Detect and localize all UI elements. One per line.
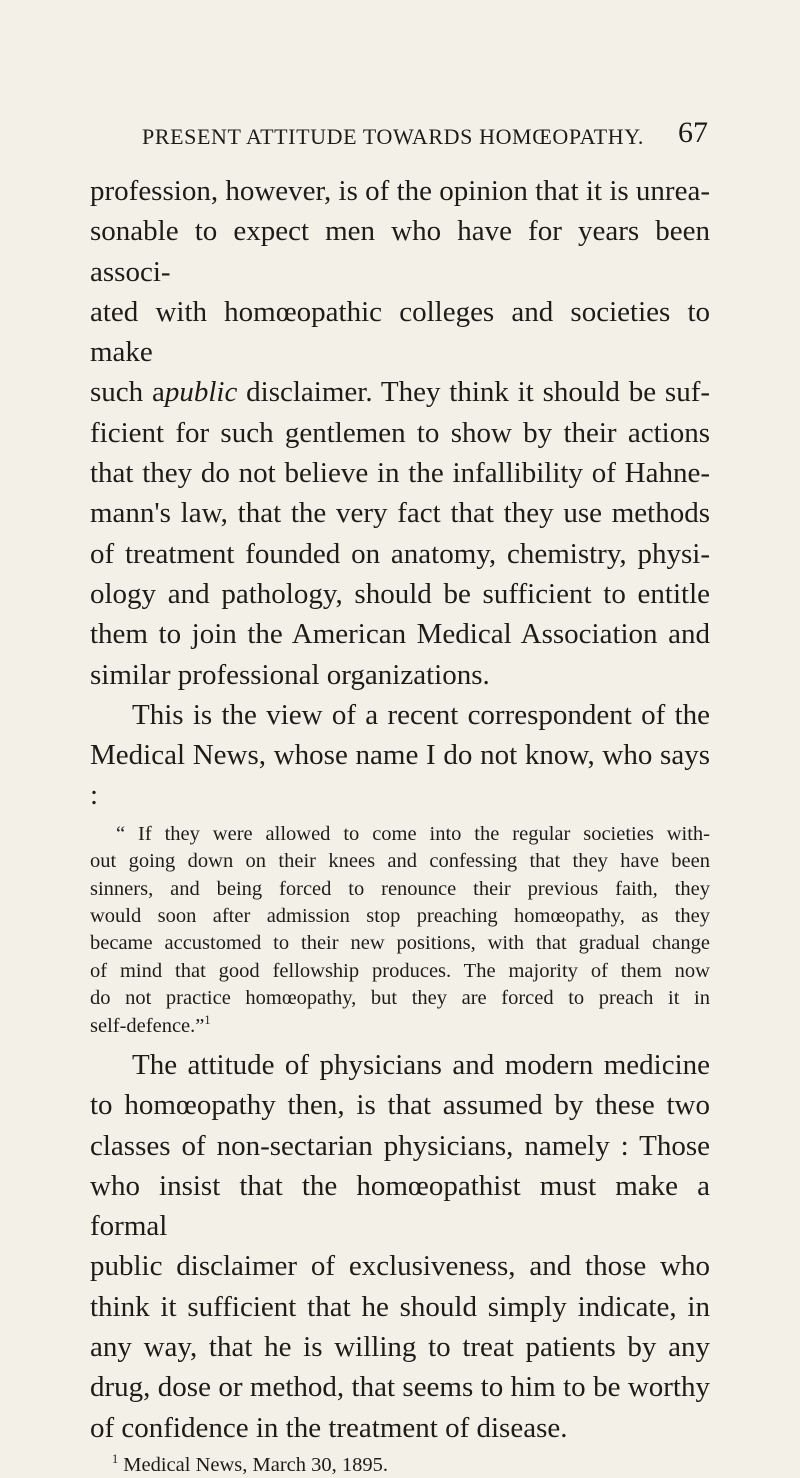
quote-line: do not practice homœopathy, but they are forced to preach it in bbox=[90, 987, 710, 1010]
text-line: profession, however, is of the opinion that it is unrea- bbox=[90, 175, 710, 207]
footnote-marker: 1 bbox=[112, 1452, 119, 1467]
text-line: any way, that he is willing to treat patients by any bbox=[90, 1331, 710, 1364]
text-line: similar professional organizations. bbox=[90, 658, 490, 691]
text-line: classes of non-sectarian physicians, namely : Those bbox=[90, 1129, 710, 1162]
quote-line bbox=[90, 1013, 710, 1040]
quote-line: would soon after admission stop preaching homœopathy, as they bbox=[90, 904, 710, 927]
text-line: ology and pathology, should be sufficient to entitle bbox=[90, 577, 710, 610]
block-quote bbox=[90, 821, 710, 1040]
text-line: ated with homœopathic colleges and societies to make bbox=[90, 295, 710, 369]
text-line: of treatment founded on anatomy, chemistry, physi- bbox=[90, 537, 710, 570]
text-fragment: self-defence.” bbox=[90, 1014, 205, 1037]
quote-line: out going down on their knees and confessing that they have been bbox=[90, 850, 710, 873]
text-line: public disclaimer of exclusiveness, and those who bbox=[90, 1250, 710, 1283]
emphasis-public: public bbox=[164, 376, 238, 409]
running-head-title: PRESENT ATTITUDE TOWARDS HOMŒOPATHY. bbox=[142, 124, 645, 149]
paragraph-2 bbox=[90, 695, 710, 816]
text-line: to homœopathy then, is that assumed by these two bbox=[90, 1089, 710, 1122]
text-line: who insist that the homœopathist must make a formal bbox=[90, 1169, 710, 1243]
text-line: mann's law, that the very fact that they use methods bbox=[90, 497, 710, 530]
running-head bbox=[90, 116, 710, 150]
text-line: sonable to expect men who have for years been associ- bbox=[90, 215, 710, 288]
page bbox=[90, 116, 710, 1478]
text-line: think it sufficient that he should simply indicate, in bbox=[90, 1290, 710, 1323]
quote-line: “ If they were allowed to come into the regular societies with- bbox=[116, 822, 710, 845]
quote-line: of mind that good fellowship produces. The majority of them now bbox=[90, 959, 710, 982]
paragraph-3 bbox=[90, 1045, 710, 1448]
paragraph-1 bbox=[90, 171, 710, 695]
page-number: 67 bbox=[678, 116, 708, 149]
text-line: them to join the American Medical Association and bbox=[90, 618, 710, 651]
footnote-text: Medical News, March 30, 1895. bbox=[123, 1453, 389, 1476]
text-line: ficient for such gentlemen to show by their actions bbox=[90, 416, 710, 449]
footnote bbox=[90, 1452, 710, 1478]
text-fragment: disclaimer. They think it should be suf- bbox=[246, 376, 711, 409]
text-line bbox=[90, 372, 710, 412]
text-line: The attitude of physicians and modern medicine bbox=[132, 1049, 710, 1081]
quote-line: sinners, and being forced to renounce their previous faith, they bbox=[90, 877, 710, 900]
text-line: that they do not believe in the infallibility of Hahne- bbox=[90, 457, 710, 490]
body-text bbox=[90, 171, 710, 1478]
quote-line: became accustomed to their new positions, with that gradual change bbox=[90, 932, 710, 955]
text-line: drug, dose or method, that seems to him to be worthy bbox=[90, 1371, 710, 1404]
footnote-reference[interactable]: 1 bbox=[204, 1012, 211, 1027]
text-line: Medical News, whose name I do not know, who says : bbox=[90, 739, 710, 812]
text-line: This is the view of a recent correspondent of the bbox=[132, 698, 710, 731]
text-fragment: such a bbox=[90, 376, 165, 409]
text-line: of confidence in the treatment of disease. bbox=[90, 1411, 568, 1444]
